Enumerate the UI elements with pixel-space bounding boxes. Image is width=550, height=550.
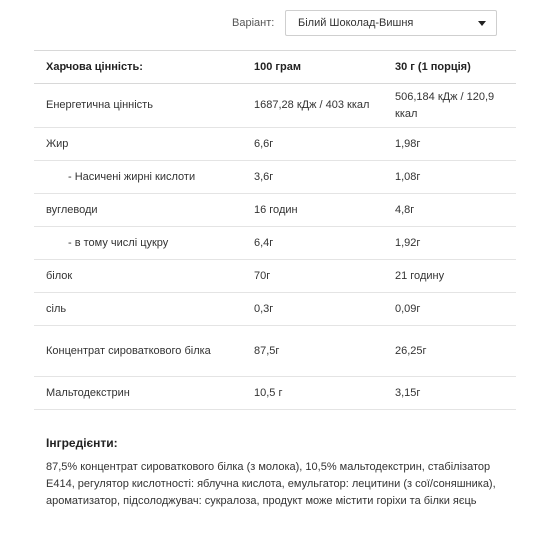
value-per-serving: 1,08г bbox=[383, 161, 516, 194]
variant-dropdown[interactable] bbox=[285, 10, 497, 36]
ingredients-title: Інгредієнти: bbox=[46, 436, 118, 450]
value-per-100g: 87,5г bbox=[242, 326, 383, 377]
nutrition-row bbox=[34, 161, 516, 194]
value-per-serving: 1,98г bbox=[383, 128, 516, 161]
value-per-serving: 3,15г bbox=[383, 377, 516, 410]
variant-label: Варіант: bbox=[232, 17, 275, 29]
value-per-100g: 1687,28 кДж / 403 ккал bbox=[242, 84, 383, 128]
value-per-serving: 506,184 кДж / 120,9 ккал bbox=[383, 84, 516, 128]
chevron-down-icon bbox=[478, 21, 486, 26]
nutrient-name: Мальтодекстрин bbox=[34, 377, 242, 410]
nutrition-table bbox=[34, 50, 516, 410]
ingredients-section bbox=[46, 436, 506, 510]
value-per-serving: 4,8г bbox=[383, 194, 516, 227]
value-per-100g: 6,4г bbox=[242, 227, 383, 260]
nutrient-name: - Насичені жирні кислоти bbox=[34, 161, 242, 194]
nutrient-name: Концентрат сироваткового білка bbox=[34, 326, 242, 377]
nutrition-body bbox=[34, 84, 516, 410]
nutrient-name: вуглеводи bbox=[34, 194, 242, 227]
value-per-100g: 10,5 г bbox=[242, 377, 383, 410]
value-per-100g: 70г bbox=[242, 260, 383, 293]
variant-selected-value: Білий Шоколад-Вишня bbox=[298, 17, 414, 29]
nutrient-name: Жир bbox=[34, 128, 242, 161]
nutrient-name: сіль bbox=[34, 293, 242, 326]
value-per-100g: 0,3г bbox=[242, 293, 383, 326]
value-per-100g: 3,6г bbox=[242, 161, 383, 194]
value-per-serving: 1,92г bbox=[383, 227, 516, 260]
value-per-serving: 26,25г bbox=[383, 326, 516, 377]
header-per-serving: 30 г (1 порція) bbox=[383, 51, 516, 84]
nutrient-name: Енергетична цінність bbox=[34, 84, 242, 128]
nutrient-name: білок bbox=[34, 260, 242, 293]
variant-selector-row bbox=[232, 10, 497, 36]
nutrition-row bbox=[34, 84, 516, 128]
ingredients-text: 87,5% концентрат сироваткового білка (з молока), 10,5% мальтодекстрин, стабілізатор Е414, регулятор кислотності: яблучна кислота, емульгатор: лецитини (з сої/соняшника), ароматизатор, підсолоджувач: сукралоза, продукт може містити горіхи та білки яєць bbox=[46, 461, 496, 507]
value-per-100g: 6,6г bbox=[242, 128, 383, 161]
nutrient-name: - в тому числі цукру bbox=[34, 227, 242, 260]
nutrition-row bbox=[34, 128, 516, 161]
nutrition-row bbox=[34, 293, 516, 326]
header-per-100g: 100 грам bbox=[242, 51, 383, 84]
value-per-serving: 0,09г bbox=[383, 293, 516, 326]
nutrition-header-row bbox=[34, 51, 516, 84]
nutrition-row bbox=[34, 377, 516, 410]
nutrition-row bbox=[34, 194, 516, 227]
value-per-serving: 21 годину bbox=[383, 260, 516, 293]
nutrition-row bbox=[34, 260, 516, 293]
nutrition-row bbox=[34, 227, 516, 260]
header-nutrition-value: Харчова цінність: bbox=[34, 51, 242, 84]
nutrition-row bbox=[34, 326, 516, 377]
value-per-100g: 16 годин bbox=[242, 194, 383, 227]
